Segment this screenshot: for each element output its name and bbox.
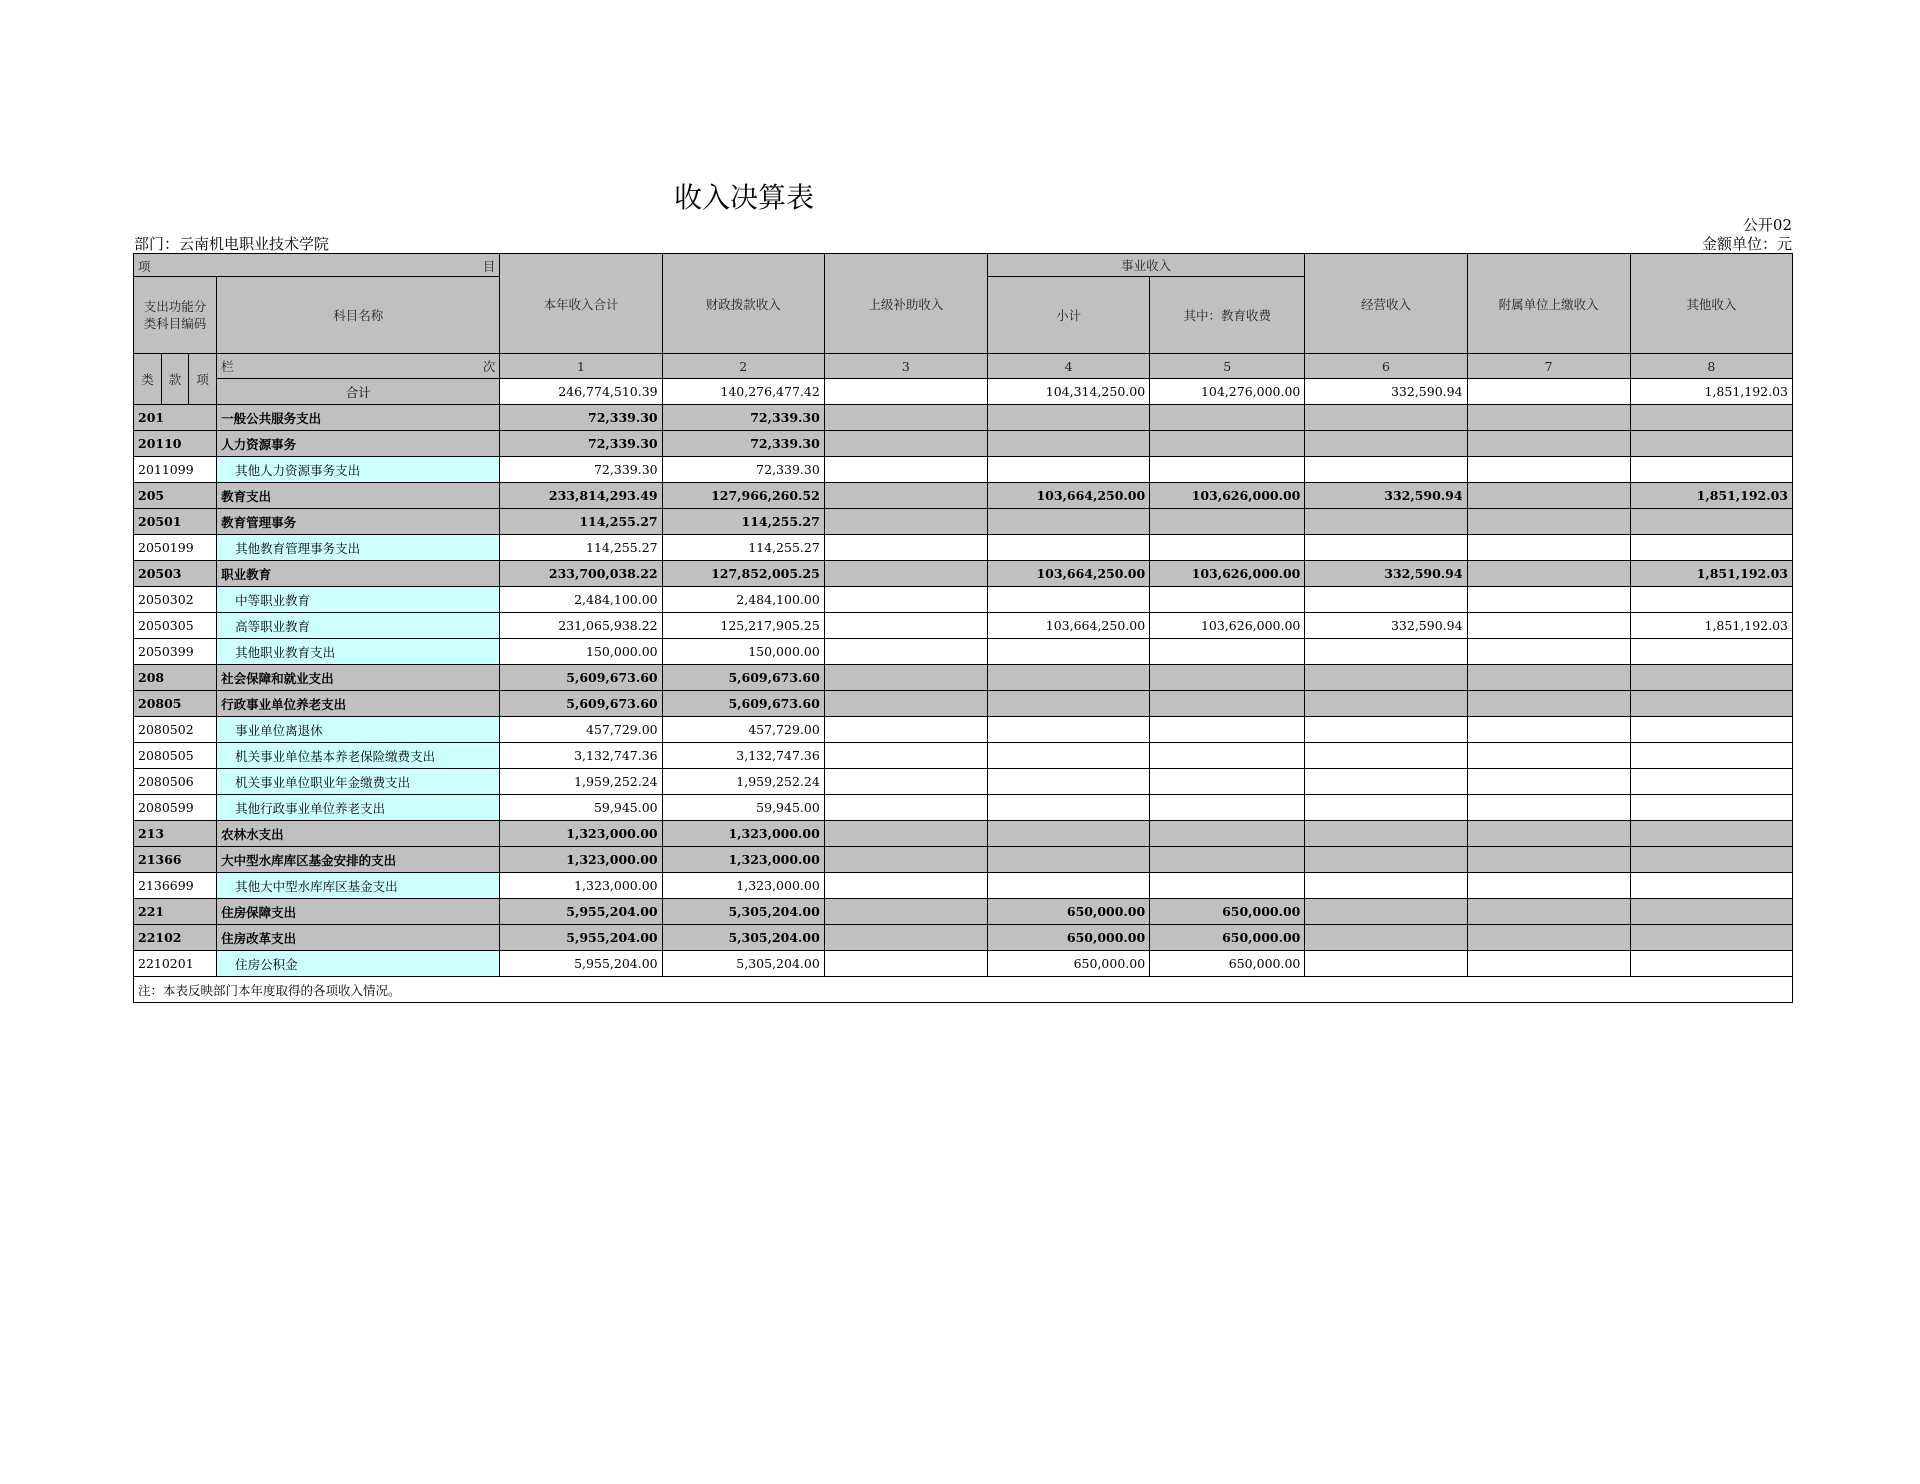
- total-label: 合计: [217, 379, 500, 405]
- row-value-col-2: 114,255.27: [662, 535, 824, 561]
- row-value-col-2: 5,305,204.00: [662, 925, 824, 951]
- row-code: 2050399: [134, 639, 217, 665]
- row-value-col-2: 150,000.00: [662, 639, 824, 665]
- row-value-col-1: 150,000.00: [500, 639, 662, 665]
- row-code: 2050199: [134, 535, 217, 561]
- row-value-col-7: [1467, 613, 1630, 639]
- row-value-col-8: [1630, 587, 1792, 613]
- row-value-col-8: [1630, 431, 1792, 457]
- row-code: 21366: [134, 847, 217, 873]
- row-subject-name: 其他教育管理事务支出: [217, 535, 500, 561]
- row-value-col-4: 650,000.00: [987, 925, 1149, 951]
- row-subject-name: 高等职业教育: [217, 613, 500, 639]
- row-value-col-6: 332,590.94: [1305, 561, 1467, 587]
- row-subject-name: 事业单位离退休: [217, 717, 500, 743]
- page-title: 收入决算表: [673, 181, 814, 214]
- row-value-col-8: [1630, 639, 1792, 665]
- kuan-label: 款: [162, 354, 189, 405]
- row-code: 2136699: [134, 873, 217, 899]
- row-value-col-3: [824, 509, 987, 535]
- row-value-col-8: [1630, 405, 1792, 431]
- row-value-col-2: 72,339.30: [662, 457, 824, 483]
- row-value-col-7: [1467, 873, 1630, 899]
- row-value-col-6: [1305, 769, 1467, 795]
- row-value-col-2: 3,132,747.36: [662, 743, 824, 769]
- row-value-col-1: 72,339.30: [500, 457, 662, 483]
- row-value-col-4: 650,000.00: [987, 951, 1149, 977]
- row-value-col-1: 59,945.00: [500, 795, 662, 821]
- col-subtotal-header: 小计: [987, 277, 1149, 354]
- row-value-col-4: 103,664,250.00: [987, 561, 1149, 587]
- col-subject-name-header: 科目名称: [217, 277, 500, 354]
- row-code: 2080506: [134, 769, 217, 795]
- row-value-col-8: 1,851,192.03: [1630, 483, 1792, 509]
- total-value-2: 140,276,477.42: [662, 379, 824, 405]
- row-value-col-6: 332,590.94: [1305, 613, 1467, 639]
- row-value-col-1: 5,609,673.60: [500, 665, 662, 691]
- row-value-col-2: 5,609,673.60: [662, 665, 824, 691]
- row-value-col-3: [824, 899, 987, 925]
- col-num-1: 1: [500, 354, 662, 379]
- row-value-col-6: [1305, 691, 1467, 717]
- row-subject-name: 人力资源事务: [217, 431, 500, 457]
- row-value-col-3: [824, 847, 987, 873]
- row-value-col-7: [1467, 405, 1630, 431]
- data-rows: [134, 405, 1793, 977]
- col-num-5: 5: [1150, 354, 1305, 379]
- row-value-col-7: [1467, 431, 1630, 457]
- row-value-col-6: [1305, 795, 1467, 821]
- row-value-col-6: [1305, 821, 1467, 847]
- col-fiscal-header: 财政拨款收入: [662, 254, 824, 354]
- row-value-col-8: [1630, 535, 1792, 561]
- row-value-col-7: [1467, 509, 1630, 535]
- row-value-col-2: 457,729.00: [662, 717, 824, 743]
- row-code: 2080505: [134, 743, 217, 769]
- total-value-1: 246,774,510.39: [500, 379, 662, 405]
- row-value-col-3: [824, 743, 987, 769]
- row-value-col-4: [987, 431, 1149, 457]
- row-value-col-4: [987, 717, 1149, 743]
- table-row: [134, 847, 1793, 873]
- row-value-col-7: [1467, 769, 1630, 795]
- row-value-col-1: 72,339.30: [500, 431, 662, 457]
- form-code: 公开02: [1742, 216, 1792, 234]
- row-code: 201: [134, 405, 217, 431]
- row-subject-name: 中等职业教育: [217, 587, 500, 613]
- row-code: 2050305: [134, 613, 217, 639]
- table-row: [134, 509, 1793, 535]
- table-row: [134, 587, 1793, 613]
- row-subject-name: 其他职业教育支出: [217, 639, 500, 665]
- row-value-col-4: [987, 769, 1149, 795]
- row-value-col-6: [1305, 509, 1467, 535]
- row-value-col-3: [824, 483, 987, 509]
- header-row-numbers: [134, 354, 1793, 379]
- row-value-col-6: [1305, 639, 1467, 665]
- row-value-col-7: [1467, 483, 1630, 509]
- row-value-col-3: [824, 587, 987, 613]
- row-value-col-3: [824, 535, 987, 561]
- row-value-col-2: 127,966,260.52: [662, 483, 824, 509]
- row-value-col-1: 457,729.00: [500, 717, 662, 743]
- row-value-col-2: 5,305,204.00: [662, 899, 824, 925]
- row-value-col-4: [987, 509, 1149, 535]
- row-code: 2011099: [134, 457, 217, 483]
- row-value-col-3: [824, 821, 987, 847]
- row-value-col-5: [1150, 509, 1305, 535]
- row-subject-name: 职业教育: [217, 561, 500, 587]
- row-code: 20501: [134, 509, 217, 535]
- row-value-col-5: [1150, 743, 1305, 769]
- row-value-col-2: 114,255.27: [662, 509, 824, 535]
- row-value-col-7: [1467, 795, 1630, 821]
- row-value-col-1: 5,955,204.00: [500, 925, 662, 951]
- row-subject-name: 农林水支出: [217, 821, 500, 847]
- row-value-col-5: [1150, 639, 1305, 665]
- row-value-col-4: 650,000.00: [987, 899, 1149, 925]
- row-subject-name: 教育管理事务: [217, 509, 500, 535]
- header-row-1: [134, 254, 1793, 277]
- table-row: [134, 925, 1793, 951]
- row-value-col-1: 2,484,100.00: [500, 587, 662, 613]
- table-row: [134, 769, 1793, 795]
- row-value-col-5: [1150, 587, 1305, 613]
- col-total-income-header: 本年收入合计: [500, 254, 662, 354]
- row-value-col-2: 125,217,905.25: [662, 613, 824, 639]
- table-row: [134, 431, 1793, 457]
- col-other-header: 其他收入: [1630, 254, 1792, 354]
- row-code: 208: [134, 665, 217, 691]
- row-code: 2210201: [134, 951, 217, 977]
- row-value-col-2: 1,959,252.24: [662, 769, 824, 795]
- row-value-col-7: [1467, 925, 1630, 951]
- row-value-col-2: 5,609,673.60: [662, 691, 824, 717]
- table-row: [134, 639, 1793, 665]
- row-value-col-3: [824, 665, 987, 691]
- row-value-col-2: 5,305,204.00: [662, 951, 824, 977]
- row-value-col-2: 72,339.30: [662, 431, 824, 457]
- table-row: [134, 717, 1793, 743]
- row-value-col-7: [1467, 691, 1630, 717]
- table-row: [134, 691, 1793, 717]
- col-num-4: 4: [987, 354, 1149, 379]
- row-value-col-2: 1,323,000.00: [662, 821, 824, 847]
- row-value-col-8: [1630, 769, 1792, 795]
- row-value-col-2: 127,852,005.25: [662, 561, 824, 587]
- row-value-col-7: [1467, 821, 1630, 847]
- row-value-col-1: 1,323,000.00: [500, 847, 662, 873]
- table-row: [134, 535, 1793, 561]
- total-value-7: [1467, 379, 1630, 405]
- col-num-6: 6: [1305, 354, 1467, 379]
- row-value-col-1: 114,255.27: [500, 535, 662, 561]
- table-row: [134, 561, 1793, 587]
- table-row: [134, 743, 1793, 769]
- row-value-col-4: [987, 639, 1149, 665]
- row-value-col-7: [1467, 899, 1630, 925]
- row-value-col-7: [1467, 743, 1630, 769]
- xiang-mu-corner: [134, 254, 500, 277]
- row-value-col-6: [1305, 457, 1467, 483]
- row-value-col-5: [1150, 457, 1305, 483]
- row-value-col-5: [1150, 795, 1305, 821]
- row-value-col-7: [1467, 847, 1630, 873]
- row-value-col-6: [1305, 847, 1467, 873]
- row-value-col-4: [987, 691, 1149, 717]
- row-value-col-1: 233,700,038.22: [500, 561, 662, 587]
- row-value-col-3: [824, 873, 987, 899]
- row-value-col-8: 1,851,192.03: [1630, 613, 1792, 639]
- row-value-col-3: [824, 431, 987, 457]
- row-subject-name: 教育支出: [217, 483, 500, 509]
- lei-label: 类: [134, 354, 162, 405]
- lan-ci-corner: [217, 354, 500, 379]
- row-value-col-6: [1305, 665, 1467, 691]
- row-code: 221: [134, 899, 217, 925]
- row-subject-name: 其他人力资源事务支出: [217, 457, 500, 483]
- row-value-col-5: 103,626,000.00: [1150, 561, 1305, 587]
- row-value-col-4: 103,664,250.00: [987, 483, 1149, 509]
- table-row: [134, 795, 1793, 821]
- table-row: [134, 405, 1793, 431]
- row-value-col-5: 650,000.00: [1150, 899, 1305, 925]
- row-value-col-5: 103,626,000.00: [1150, 613, 1305, 639]
- total-row: [134, 379, 1793, 405]
- row-value-col-7: [1467, 587, 1630, 613]
- row-code: 205: [134, 483, 217, 509]
- row-value-col-8: [1630, 509, 1792, 535]
- row-value-col-3: [824, 405, 987, 431]
- table-row: [134, 873, 1793, 899]
- row-value-col-7: [1467, 535, 1630, 561]
- row-value-col-7: [1467, 561, 1630, 587]
- row-value-col-7: [1467, 457, 1630, 483]
- row-value-col-8: [1630, 951, 1792, 977]
- row-value-col-6: 332,590.94: [1305, 483, 1467, 509]
- row-value-col-1: 1,323,000.00: [500, 821, 662, 847]
- row-subject-name: 机关事业单位职业年金缴费支出: [217, 769, 500, 795]
- row-value-col-8: [1630, 457, 1792, 483]
- income-final-accounts-table: [133, 253, 1793, 1003]
- row-value-col-4: 103,664,250.00: [987, 613, 1149, 639]
- row-value-col-5: [1150, 821, 1305, 847]
- row-subject-name: 住房改革支出: [217, 925, 500, 951]
- row-value-col-3: [824, 795, 987, 821]
- row-value-col-1: 5,955,204.00: [500, 899, 662, 925]
- row-value-col-7: [1467, 639, 1630, 665]
- total-value-5: 104,276,000.00: [1150, 379, 1305, 405]
- row-value-col-6: [1305, 951, 1467, 977]
- row-code: 2080599: [134, 795, 217, 821]
- row-value-col-2: 1,323,000.00: [662, 873, 824, 899]
- row-value-col-5: [1150, 431, 1305, 457]
- row-value-col-8: [1630, 899, 1792, 925]
- row-value-col-2: 1,323,000.00: [662, 847, 824, 873]
- row-value-col-4: [987, 873, 1149, 899]
- row-subject-name: 其他大中型水库库区基金支出: [217, 873, 500, 899]
- xiang2-label: 项: [189, 354, 217, 405]
- row-subject-name: 其他行政事业单位养老支出: [217, 795, 500, 821]
- row-value-col-8: [1630, 795, 1792, 821]
- row-value-col-4: [987, 405, 1149, 431]
- row-value-col-5: [1150, 405, 1305, 431]
- row-code: 20110: [134, 431, 217, 457]
- col-operating-header: 经营收入: [1305, 254, 1467, 354]
- row-code: 20503: [134, 561, 217, 587]
- row-subject-name: 大中型水库库区基金安排的支出: [217, 847, 500, 873]
- row-value-col-8: [1630, 821, 1792, 847]
- row-value-col-4: [987, 587, 1149, 613]
- row-value-col-1: 233,814,293.49: [500, 483, 662, 509]
- row-value-col-3: [824, 925, 987, 951]
- row-value-col-8: [1630, 665, 1792, 691]
- row-subject-name: 一般公共服务支出: [217, 405, 500, 431]
- row-value-col-2: 2,484,100.00: [662, 587, 824, 613]
- row-subject-name: 住房保障支出: [217, 899, 500, 925]
- row-subject-name: 行政事业单位养老支出: [217, 691, 500, 717]
- col-edu-fee-header: 其中：教育收费: [1150, 277, 1305, 354]
- row-value-col-6: [1305, 535, 1467, 561]
- row-value-col-3: [824, 457, 987, 483]
- lan-label: 栏: [221, 359, 234, 374]
- row-value-col-5: 650,000.00: [1150, 951, 1305, 977]
- table-row: [134, 665, 1793, 691]
- col-business-group-header: 事业收入: [987, 254, 1304, 277]
- row-value-col-7: [1467, 665, 1630, 691]
- row-value-col-1: 1,959,252.24: [500, 769, 662, 795]
- row-value-col-5: [1150, 847, 1305, 873]
- col-superior-header: 上级补助收入: [824, 254, 987, 354]
- row-value-col-8: 1,851,192.03: [1630, 561, 1792, 587]
- row-value-col-5: [1150, 691, 1305, 717]
- row-value-col-1: 231,065,938.22: [500, 613, 662, 639]
- total-value-8: 1,851,192.03: [1630, 379, 1792, 405]
- amount-unit-label: 金额单位：元: [1701, 235, 1792, 253]
- row-value-col-1: 114,255.27: [500, 509, 662, 535]
- row-subject-name: 住房公积金: [217, 951, 500, 977]
- total-value-4: 104,314,250.00: [987, 379, 1149, 405]
- row-value-col-2: 72,339.30: [662, 405, 824, 431]
- row-value-col-1: 5,609,673.60: [500, 691, 662, 717]
- row-value-col-6: [1305, 873, 1467, 899]
- row-value-col-3: [824, 769, 987, 795]
- row-value-col-2: 59,945.00: [662, 795, 824, 821]
- row-value-col-7: [1467, 951, 1630, 977]
- row-value-col-4: [987, 535, 1149, 561]
- table-row: [134, 613, 1793, 639]
- row-code: 22102: [134, 925, 217, 951]
- row-value-col-7: [1467, 717, 1630, 743]
- row-value-col-6: [1305, 899, 1467, 925]
- total-value-6: 332,590.94: [1305, 379, 1467, 405]
- col-num-2: 2: [662, 354, 824, 379]
- row-value-col-1: 5,955,204.00: [500, 951, 662, 977]
- col-code-header: 支出功能分类科目编码: [134, 277, 217, 354]
- total-value-3: [824, 379, 987, 405]
- row-value-col-5: [1150, 873, 1305, 899]
- row-value-col-8: [1630, 743, 1792, 769]
- col-num-8: 8: [1630, 354, 1792, 379]
- row-value-col-4: [987, 665, 1149, 691]
- ci-label: 次: [482, 359, 496, 374]
- row-value-col-3: [824, 561, 987, 587]
- row-value-col-4: [987, 743, 1149, 769]
- mu-label: 目: [482, 259, 496, 274]
- row-value-col-3: [824, 717, 987, 743]
- row-value-col-1: 3,132,747.36: [500, 743, 662, 769]
- table-row: [134, 483, 1793, 509]
- row-value-col-5: [1150, 665, 1305, 691]
- row-value-col-6: [1305, 743, 1467, 769]
- row-value-col-6: [1305, 587, 1467, 613]
- row-value-col-8: [1630, 717, 1792, 743]
- row-value-col-4: [987, 847, 1149, 873]
- row-value-col-8: [1630, 925, 1792, 951]
- col-affiliated-header: 附属单位上缴收入: [1467, 254, 1630, 354]
- row-subject-name: 机关事业单位基本养老保险缴费支出: [217, 743, 500, 769]
- table-row: [134, 899, 1793, 925]
- row-value-col-6: [1305, 925, 1467, 951]
- row-value-col-4: [987, 821, 1149, 847]
- row-value-col-8: [1630, 873, 1792, 899]
- row-subject-name: 社会保障和就业支出: [217, 665, 500, 691]
- row-value-col-6: [1305, 405, 1467, 431]
- row-value-col-6: [1305, 431, 1467, 457]
- col-num-3: 3: [824, 354, 987, 379]
- row-value-col-4: [987, 795, 1149, 821]
- row-value-col-5: [1150, 769, 1305, 795]
- row-value-col-8: [1630, 847, 1792, 873]
- row-value-col-8: [1630, 691, 1792, 717]
- row-value-col-4: [987, 457, 1149, 483]
- xiang-label: 项: [138, 259, 151, 274]
- row-value-col-5: [1150, 717, 1305, 743]
- table-row: [134, 457, 1793, 483]
- row-value-col-3: [824, 691, 987, 717]
- row-code: 213: [134, 821, 217, 847]
- row-code: 2050302: [134, 587, 217, 613]
- row-value-col-1: 72,339.30: [500, 405, 662, 431]
- department-label: 部门：云南机电职业技术学院: [134, 235, 330, 253]
- col-num-7: 7: [1467, 354, 1630, 379]
- row-value-col-3: [824, 639, 987, 665]
- table-row: [134, 821, 1793, 847]
- row-value-col-6: [1305, 717, 1467, 743]
- row-value-col-3: [824, 613, 987, 639]
- row-value-col-5: 103,626,000.00: [1150, 483, 1305, 509]
- row-value-col-5: 650,000.00: [1150, 925, 1305, 951]
- table-row: [134, 951, 1793, 977]
- note-row: [134, 977, 1793, 1003]
- row-value-col-1: 1,323,000.00: [500, 873, 662, 899]
- row-code: 2080502: [134, 717, 217, 743]
- table-note: 注：本表反映部门本年度取得的各项收入情况。: [134, 977, 1793, 1003]
- row-value-col-3: [824, 951, 987, 977]
- row-code: 20805: [134, 691, 217, 717]
- row-value-col-5: [1150, 535, 1305, 561]
